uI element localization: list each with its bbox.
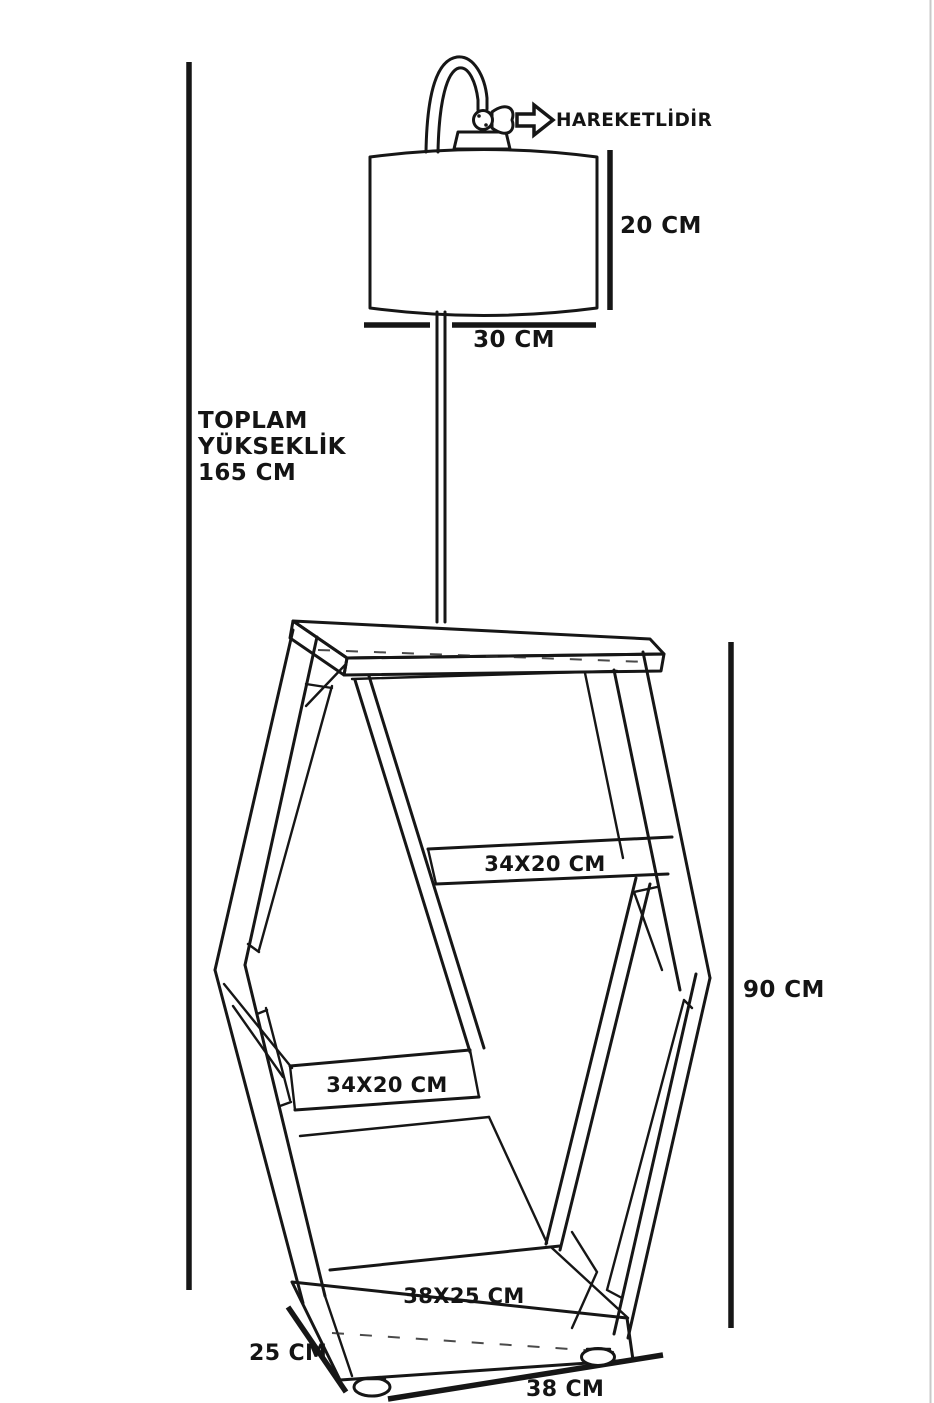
foot-right xyxy=(582,1349,615,1366)
front-diagonal-post xyxy=(355,676,484,1052)
frame-edge xyxy=(614,974,696,1334)
movable-label: HAREKETLİDİR xyxy=(556,110,713,131)
movable-arrow-icon xyxy=(517,105,553,135)
base-texture xyxy=(332,1333,614,1352)
left-upper-frame xyxy=(215,630,346,970)
base-width-label: 38 CM xyxy=(526,1377,605,1402)
shelf1-size-label: 34X20 CM xyxy=(484,852,606,876)
shelf-top-edge xyxy=(290,1050,470,1066)
diagonal-brace xyxy=(546,878,650,1250)
frame-edge xyxy=(614,670,680,990)
shelf-support-edge xyxy=(489,1117,547,1243)
shelf-bottom-edge xyxy=(300,1117,489,1136)
knob-dot-2 xyxy=(484,123,488,127)
shelf2-size-label: 34X20 CM xyxy=(326,1073,448,1097)
socket-base-block xyxy=(454,132,510,149)
wing-nut-knob xyxy=(474,111,493,130)
wing-nut-petal xyxy=(492,107,513,134)
shade-width-label: 30 CM xyxy=(473,327,555,353)
shelf-front-edge xyxy=(295,1097,479,1110)
shelf-top-edge xyxy=(428,837,672,849)
vertex-brace xyxy=(224,984,292,1077)
shade-height-label: 20 CM xyxy=(620,213,702,239)
tabletop xyxy=(290,621,664,679)
frame-slot xyxy=(585,673,623,858)
lamp-shade xyxy=(370,150,597,316)
lamp-pole xyxy=(437,312,445,622)
bottom-shelf-size-label: 38X25 CM xyxy=(403,1284,525,1308)
tabletop-left-cap xyxy=(290,621,347,675)
left-lower-frame xyxy=(215,965,352,1376)
frame-edge xyxy=(643,652,710,978)
right-lower-frame xyxy=(572,974,710,1338)
total-height-label-line1: TOPLAM xyxy=(198,408,308,434)
base-depth-label: 25 CM xyxy=(249,1341,328,1366)
base-inner-edge xyxy=(330,1246,560,1270)
total-height-label-line2: YÜKSEKLİK xyxy=(198,434,346,460)
tabletop-top-face xyxy=(293,621,664,658)
knob-dot-1 xyxy=(477,114,481,118)
shelf-unit xyxy=(215,621,710,1396)
foot-left xyxy=(354,1378,390,1396)
unit-height-label: 90 CM xyxy=(743,977,825,1003)
right-upper-frame xyxy=(585,652,710,990)
frame-slot xyxy=(248,684,332,952)
base xyxy=(292,1246,633,1396)
total-height-label-line3: 165 CM xyxy=(198,460,297,486)
frame-edge xyxy=(628,978,710,1338)
